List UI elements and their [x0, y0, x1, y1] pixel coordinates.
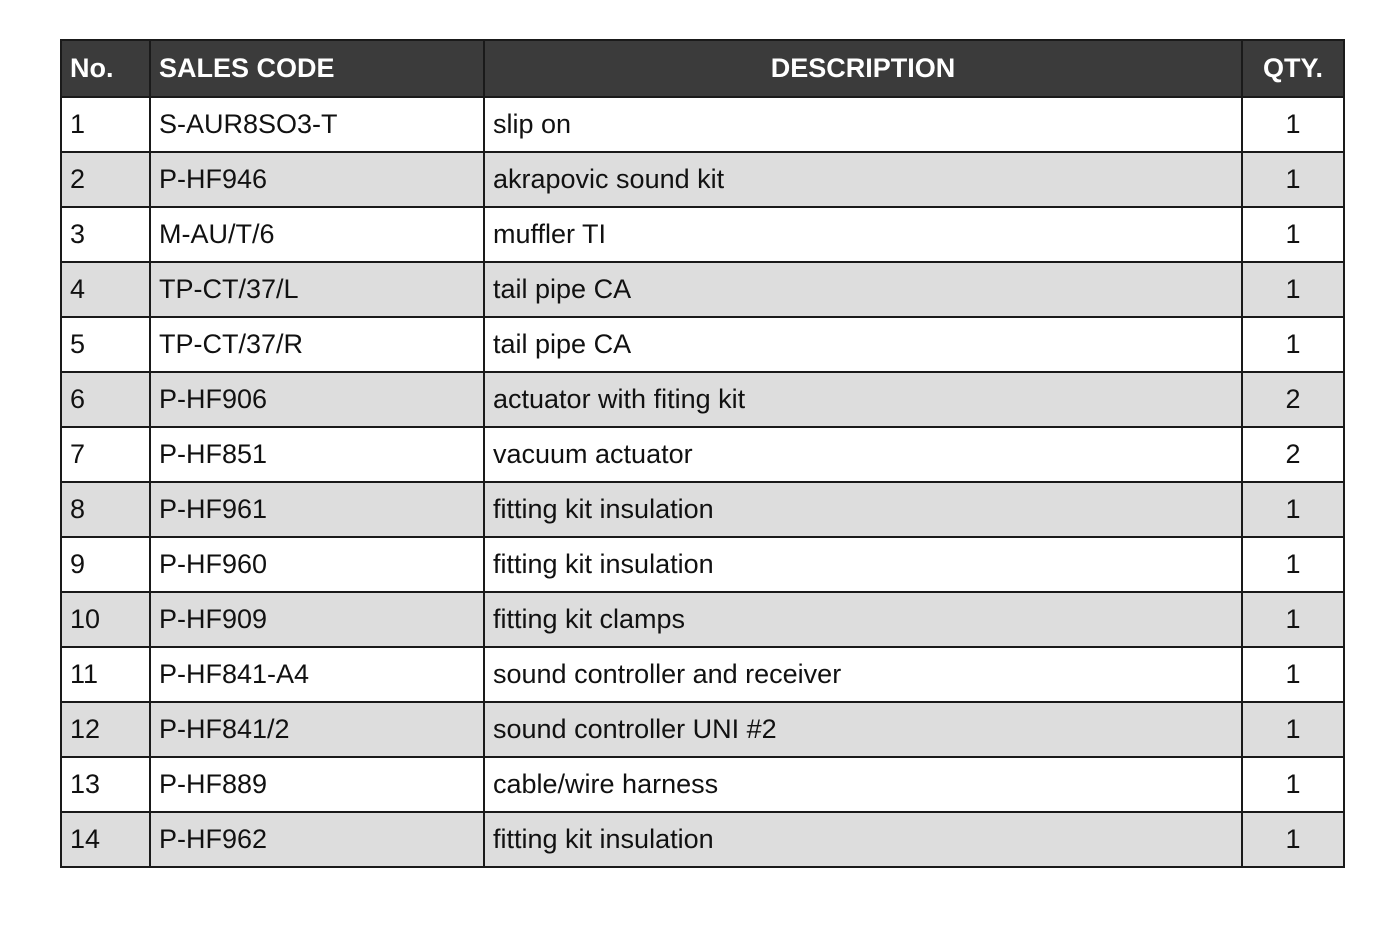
cell-qty: 1 [1242, 482, 1344, 537]
cell-sales-code: P-HF889 [150, 757, 484, 812]
table-row [61, 592, 1344, 647]
cell-no: 6 [61, 372, 150, 427]
table-body [61, 97, 1344, 867]
cell-qty: 2 [1242, 427, 1344, 482]
cell-no: 14 [61, 812, 150, 867]
cell-qty: 1 [1242, 757, 1344, 812]
header-description: DESCRIPTION [484, 40, 1242, 97]
cell-sales-code: P-HF960 [150, 537, 484, 592]
table-row [61, 757, 1344, 812]
cell-qty: 1 [1242, 592, 1344, 647]
parts-table [60, 39, 1345, 868]
table-row [61, 647, 1344, 702]
cell-description: sound controller and receiver [484, 647, 1242, 702]
cell-qty: 1 [1242, 537, 1344, 592]
cell-description: sound controller UNI #2 [484, 702, 1242, 757]
cell-no: 1 [61, 97, 150, 152]
cell-no: 9 [61, 537, 150, 592]
cell-sales-code: P-HF909 [150, 592, 484, 647]
cell-description: slip on [484, 97, 1242, 152]
cell-sales-code: S-AUR8SO3-T [150, 97, 484, 152]
table-row [61, 97, 1344, 152]
cell-description: fitting kit insulation [484, 482, 1242, 537]
cell-sales-code: P-HF851 [150, 427, 484, 482]
cell-description: cable/wire harness [484, 757, 1242, 812]
cell-description: actuator with fiting kit [484, 372, 1242, 427]
cell-sales-code: TP-CT/37/L [150, 262, 484, 317]
cell-no: 2 [61, 152, 150, 207]
table-row [61, 317, 1344, 372]
cell-no: 5 [61, 317, 150, 372]
table-row [61, 812, 1344, 867]
cell-no: 10 [61, 592, 150, 647]
cell-qty: 1 [1242, 317, 1344, 372]
cell-sales-code: P-HF946 [150, 152, 484, 207]
cell-description: vacuum actuator [484, 427, 1242, 482]
cell-sales-code: P-HF841-A4 [150, 647, 484, 702]
cell-no: 7 [61, 427, 150, 482]
cell-no: 3 [61, 207, 150, 262]
table-row [61, 427, 1344, 482]
cell-description: fitting kit insulation [484, 537, 1242, 592]
cell-description: muffler TI [484, 207, 1242, 262]
cell-sales-code: TP-CT/37/R [150, 317, 484, 372]
cell-qty: 1 [1242, 812, 1344, 867]
cell-qty: 1 [1242, 647, 1344, 702]
cell-qty: 1 [1242, 207, 1344, 262]
table-row [61, 152, 1344, 207]
cell-sales-code: P-HF841/2 [150, 702, 484, 757]
table-row [61, 262, 1344, 317]
cell-description: fitting kit clamps [484, 592, 1242, 647]
cell-description: akrapovic sound kit [484, 152, 1242, 207]
table-row [61, 702, 1344, 757]
cell-qty: 2 [1242, 372, 1344, 427]
cell-sales-code: P-HF962 [150, 812, 484, 867]
cell-no: 11 [61, 647, 150, 702]
table-row [61, 537, 1344, 592]
table-row [61, 207, 1344, 262]
table-row [61, 482, 1344, 537]
cell-sales-code: P-HF961 [150, 482, 484, 537]
cell-qty: 1 [1242, 702, 1344, 757]
header-row [61, 40, 1344, 97]
cell-no: 4 [61, 262, 150, 317]
cell-sales-code: P-HF906 [150, 372, 484, 427]
table-row [61, 372, 1344, 427]
header-qty: QTY. [1242, 40, 1344, 97]
cell-no: 12 [61, 702, 150, 757]
cell-qty: 1 [1242, 97, 1344, 152]
cell-description: tail pipe CA [484, 262, 1242, 317]
header-no: No. [61, 40, 150, 97]
cell-no: 13 [61, 757, 150, 812]
cell-no: 8 [61, 482, 150, 537]
cell-qty: 1 [1242, 152, 1344, 207]
header-sales-code: SALES CODE [150, 40, 484, 97]
cell-description: fitting kit insulation [484, 812, 1242, 867]
table-header [61, 40, 1344, 97]
cell-sales-code: M-AU/T/6 [150, 207, 484, 262]
cell-description: tail pipe CA [484, 317, 1242, 372]
cell-qty: 1 [1242, 262, 1344, 317]
